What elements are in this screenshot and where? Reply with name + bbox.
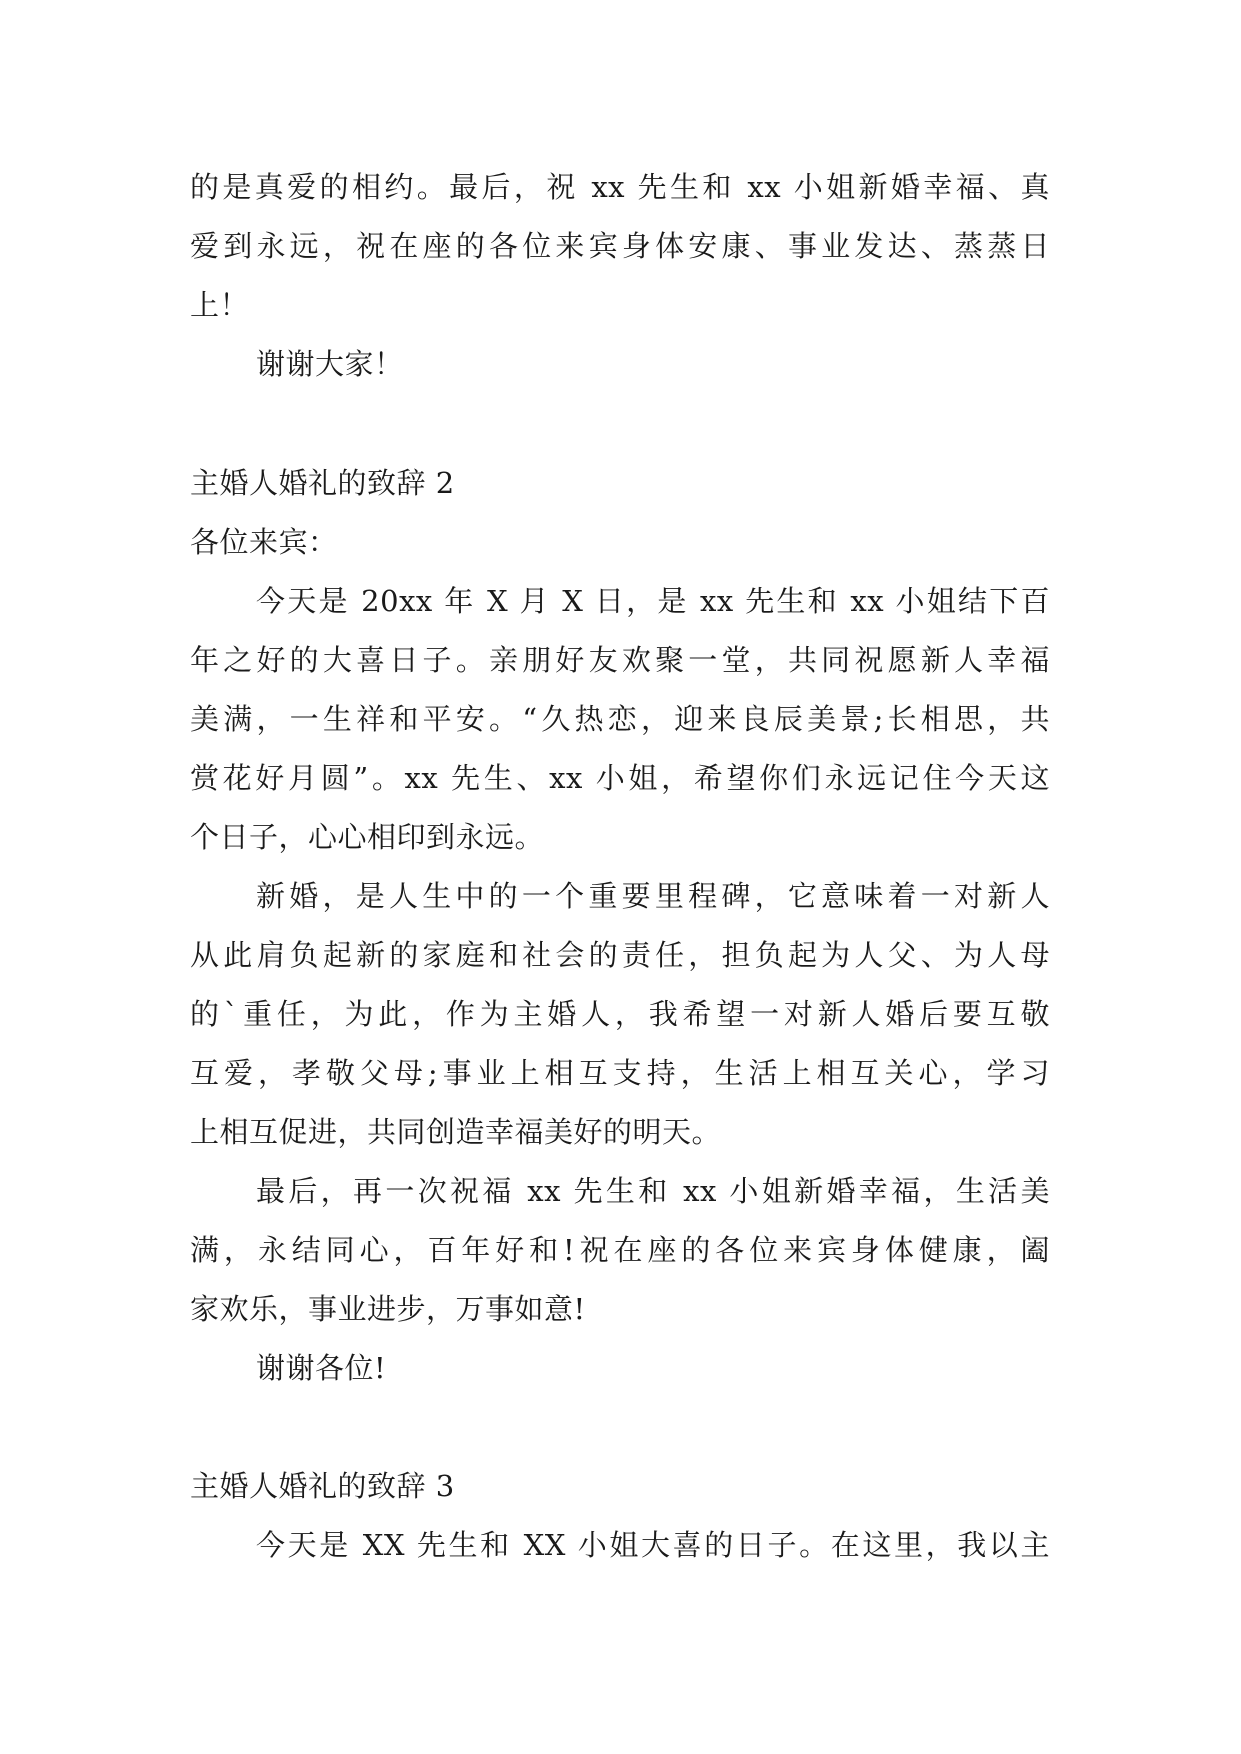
section-heading-3: 主婚人婚礼的致辞 3 [190,1469,455,1503]
paragraph-line: 新婚，是人生中的一个重要里程碑，它意味着一对新人 [256,879,1050,913]
paragraph-line: 赏花好月圆”。xx 先生、xx 小姐，希望你们永远记住今天这 [190,761,1050,795]
paragraph-line: 今天是 20xx 年 X 月 X 日，是 xx 先生和 xx 小姐结下百 [256,584,1050,618]
paragraph-line: 互爱，孝敬父母;事业上相互支持，生活上相互关心，学习 [190,1056,1050,1090]
paragraph-line: 的`重任，为此，作为主婚人，我希望一对新人婚后要互敬 [190,997,1050,1031]
paragraph-line: 满，永结同心，百年好和!祝在座的各位来宾身体健康，阖 [190,1233,1050,1267]
paragraph-line: 从此肩负起新的家庭和社会的责任，担负起为人父、为人母 [190,938,1050,972]
paragraph-line: 今天是 XX 先生和 XX 小姐大喜的日子。在这里，我以主 [256,1528,1050,1562]
paragraph-line: 年之好的大喜日子。亲朋好友欢聚一堂，共同祝愿新人幸福 [190,643,1050,677]
closing-thanks: 谢谢各位! [256,1351,387,1385]
paragraph-line: 家欢乐，事业进步，万事如意! [190,1292,586,1326]
section-heading-2: 主婚人婚礼的致辞 2 [190,466,455,500]
paragraph-line: 的是真爱的相约。最后，祝 xx 先生和 xx 小姐新婚幸福、真 [190,170,1050,204]
closing-thanks: 谢谢大家！ [256,347,404,381]
paragraph-line: 最后，再一次祝福 xx 先生和 xx 小姐新婚幸福，生活美 [256,1174,1050,1208]
paragraph-line: 爱到永远，祝在座的各位来宾身体安康、事业发达、蒸蒸日 [190,229,1050,263]
paragraph-line: 美满，一生祥和平安。“久热恋，迎来良辰美景;长相思，共 [190,702,1050,736]
paragraph-line: 上！ [190,288,250,322]
salutation: 各位来宾： [190,525,338,559]
paragraph-line: 上相互促进，共同创造幸福美好的明天。 [190,1115,722,1149]
paragraph-line: 个日子，心心相印到永远。 [190,820,545,854]
